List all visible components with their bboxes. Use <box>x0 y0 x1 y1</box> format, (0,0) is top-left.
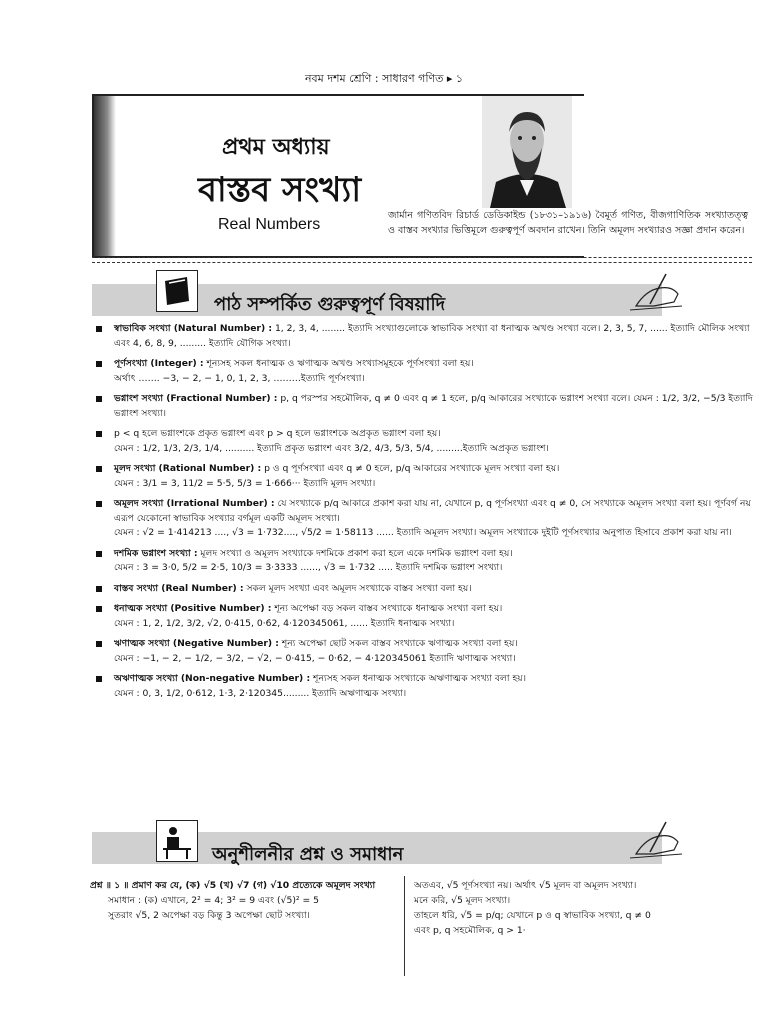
biography-text: জার্মান গণিতবিদ রিচার্ড ডেডিকাইন্ড (১৮৩১–১৯১৬) বৈমূর্ত গণিত, বীজগাণিতিক সংখ্যাতত্ত্ব ও বাস্তব সংখ্যার ভিত্তিমূলে গুরুত্বপূর্ণ অবদান রাখেন। তিনি অমূলদ সংখ্যারও সজ্ঞা প্রদান করেন। <box>388 210 748 236</box>
bullet-icon <box>96 641 102 647</box>
bullet-icon <box>96 501 102 507</box>
bullet-icon <box>96 361 102 367</box>
section-title-exercise: অনুশীলনীর প্রশ্ন ও সমাধান <box>212 844 404 865</box>
section-title-key-topics: পাঠ সম্পর্কিত গুরুত্বপূর্ণ বিষয়াদি <box>214 294 446 315</box>
list-item: দশমিক ভগ্নাংশ সংখ্যা : মূলদ সংখ্যা ও অমূলদ সংখ্যাকে দশমিকে প্রকাশ করা হলে একে দশমিক ভগ্নাংশ বলা হয়। যেমন : 3 = 3·0, 5/2 = 2·5, 10/3 = 3·3333 ......, √3 = 1·732 ..... ইত্যাদি দশমিক ভগ্নাংশ সংখ্যা। <box>92 547 754 576</box>
question-column <box>90 878 396 923</box>
student-desk-icon <box>156 820 198 862</box>
bullet-icon <box>96 396 102 402</box>
list-item: p < q হলে ভগ্নাংশকে প্রকৃত ভগ্নাংশ এবং p > q হলে ভগ্নাংশকে অপ্রকৃত ভগ্নাংশ বলা হয়। যেমন : 1/2, 1/3, 2/3, 1/4, .......... ইত্যাদি প্রকৃত ভগ্নাংশ এবং 3/2, 4/3, 5/3, 5/4, .........ইত্যাদি অপ্রকৃত ভগ্নাংশ। <box>92 427 754 456</box>
writing-hand-icon <box>626 818 686 862</box>
writing-hand-icon <box>626 270 686 314</box>
column-divider <box>404 876 405 976</box>
list-item: মূলদ সংখ্যা (Rational Number) : p ও q পূর্ণসংখ্যা এবং q ≠ 0 হলে, p/q আকারের সংখ্যাকে মূলদ সংখ্যা বলা হয়। যেমন : 3/1 = 3, 11/2 = 5·5, 5/3 = 1·666··· ইত্যাদি মূলদ সংখ্যা। <box>92 462 754 491</box>
list-item: ঋণাত্মক সংখ্যা (Negative Number) : শূন্য অপেক্ষা ছোট সকল বাস্তব সংখ্যাকে ঋণাত্মক সংখ্যা বলা হয়। যেমন : −1, − 2, − 1/2, − 3/2, − √2, − 0·415, − 0·6̇2, − 4·120345061 ইত্যাদি ঋণাত্মক সংখ্যা। <box>92 637 754 666</box>
list-item: ভগ্নাংশ সংখ্যা (Fractional Number) : p, q পরস্পর সহমৌলিক, q ≠ 0 এবং q ≠ 1 হলে, p/q আকারের সংখ্যাকে ভগ্নাংশ সংখ্যা বলে। যেমন : 1/2, 3/2, −5/3 ইত্যাদি ভগ্নাংশ সংখ্যা। <box>92 392 754 421</box>
chapter-title: বাস্তব সংখ্যা <box>198 170 362 210</box>
bullet-icon <box>96 676 102 682</box>
list-item: ধনাত্মক সংখ্যা (Positive Number) : শূন্য অপেক্ষা বড় সকল বাস্তব সংখ্যাকে ধনাত্মক সংখ্যা বলা হয়। যেমন : 1, 2, 1/2, 3/2, √2, 0·415, 0·6̇2, 4·120345061, ...... ইত্যাদি ধনাত্মক সংখ্যা। <box>92 602 754 631</box>
bullet-icon <box>96 326 102 332</box>
chapter-title-english: Real Numbers <box>218 216 321 233</box>
list-item: স্বাভাবিক সংখ্যা (Natural Number) : 1, 2, 3, 4, ........ ইত্যাদি সংখ্যাগুলোকে স্বাভাবিক সংখ্যা বা ধনাত্মক অখণ্ড সংখ্যা বলে। 2, 3, 5, 7, ...... ইত্যাদি মৌলিক সংখ্যা এবং 4, 6, 8, 9, ......... ইত্যাদি যৌগিক সংখ্যা। <box>92 322 754 351</box>
bullet-icon <box>96 606 102 612</box>
list-item: পূর্ণসংখ্যা (Integer) : শূন্যসহ সকল ধনাত্মক ও ঋণাত্মক অখণ্ড সংখ্যাসমূহকে পূর্ণসংখ্যা বলা হয়। অর্থাৎ ……. −3, − 2, − 1, 0, 1, 2, 3, ………ইত্যাদি পূর্ণসংখ্যা। <box>92 357 754 386</box>
solution-line: মনে করি, √5 মূলদ সংখ্যা। <box>414 895 511 906</box>
solution-line: সমাধান : (ক) এখানে, 2² = 4; 3² = 9 এবং (√5)² = 5 <box>108 895 319 906</box>
solution-column <box>414 878 682 938</box>
bullet-icon <box>96 551 102 557</box>
question-text: প্রশ্ন ॥ ১ ॥ প্রমাণ কর যে, (ক) √5 (খ) √7 (গ) √10 প্রত্যেকে অমূলদ সংখ্যা <box>90 880 376 891</box>
list-item: অঋণাত্মক সংখ্যা (Non-negative Number) : শূন্যসহ সকল ধনাত্মক সংখ্যাকে অঋণাত্মক সংখ্যা বলা হয়। যেমন : 0, 3, 1/2, 0·612, 1·3̇, 2·120345......... ইত্যাদি অঋণাত্মক সংখ্যা। <box>92 672 754 701</box>
book-icon <box>156 270 198 312</box>
dashed-divider <box>92 257 752 258</box>
definitions-list <box>92 322 754 707</box>
chapter-number: প্রথম অধ্যায় <box>222 135 330 160</box>
chapter-box-shade <box>94 96 116 256</box>
running-header: নবম দশম শ্রেণি : সাধারণ গণিত ▸ ১ <box>304 72 464 85</box>
dashed-divider <box>92 262 752 263</box>
list-item: অমূলদ সংখ্যা (Irrational Number) : যে সংখ্যাকে p/q আকারে প্রকাশ করা যায় না, যেখানে p, q পূর্ণসংখ্যা এবং q ≠ 0, সে সংখ্যাকে অমূলদ সংখ্যা বলা হয়। পূর্ণবর্গ নয় এরূপ যেকোনো স্বাভাবিক সংখ্যার বর্গমূল একটি অমূলদ সংখ্যা। যেমন : √2 = 1·414213 ...., √3 = 1·732...., √5/2 = 1·58113 ...... ইত্যাদি অমূলদ সংখ্যা। অমূলদ সংখ্যাকে দুইটি পূর্ণসংখ্যার অনুপাত হিসাবে প্রকাশ করা যায় না। <box>92 497 754 541</box>
solution-line: এবং p, q সহমৌলিক, q > 1· <box>414 925 526 936</box>
portrait-image <box>482 96 572 208</box>
solution-line: অতএব, √5 পূর্ণসংখ্যা নয়। অর্থাৎ √5 মূলদ বা অমূলদ সংখ্যা। <box>414 880 637 891</box>
bullet-icon <box>96 431 102 437</box>
solution-line: সুতরাং √5, 2 অপেক্ষা বড় কিন্তু 3 অপেক্ষা ছোট সংখ্যা। <box>108 910 310 921</box>
list-item: বাস্তব সংখ্যা (Real Number) : সকল মূলদ সংখ্যা এবং অমূলদ সংখ্যাকে বাস্তব সংখ্যা বলা হয়। <box>92 582 754 597</box>
bullet-icon <box>96 466 102 472</box>
bullet-icon <box>96 586 102 592</box>
solution-line: তাহলে ধরি, √5 = p/q; যেখানে p ও q স্বাভাবিক সংখ্যা, q ≠ 0 <box>414 910 651 921</box>
